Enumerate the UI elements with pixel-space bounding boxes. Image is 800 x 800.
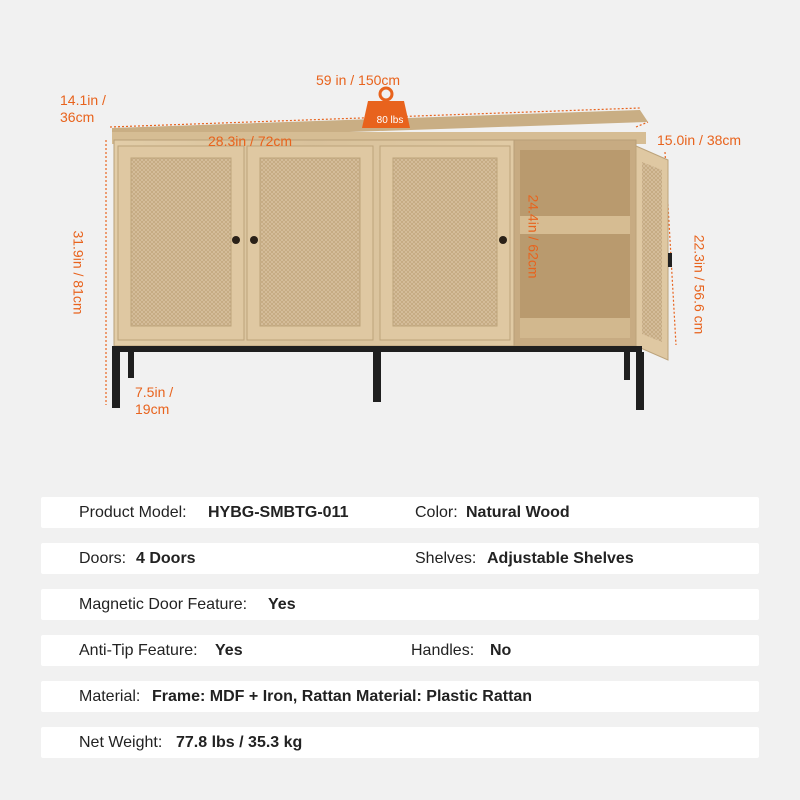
spec-row-doors [41, 543, 759, 574]
spec-value: Adjustable Shelves [487, 550, 634, 567]
spec-label: Magnetic Door Feature: [79, 596, 248, 613]
spec-row-antitip [41, 635, 759, 666]
metal-legs [112, 346, 644, 410]
spec-value: HYBG-SMBTG-011 [208, 504, 349, 521]
weight-capacity-label: 80 lbs [376, 115, 404, 126]
spec-value: 4 Doors [136, 550, 196, 567]
spec-row-magnetic [41, 589, 759, 620]
spec-value: 77.8 lbs / 35.3 kg [176, 734, 303, 751]
spec-value: Frame: MDF + Iron, Rattan Material: Plastic Rattan [152, 688, 533, 705]
inner-height-label: 24.4in / 62cm [525, 194, 542, 279]
spec-row-model [41, 497, 759, 528]
door-pair-width-label: 28.3in / 72cm [208, 133, 293, 149]
depth-left-label: 14.1in / 36cm [60, 92, 106, 125]
spec-row-weight [41, 727, 759, 758]
spec-label: Doors: [79, 550, 127, 567]
spec-value: No [490, 642, 512, 659]
leg-height-label: 7.5in / 19cm [135, 384, 174, 417]
spec-label: Handles: [411, 642, 475, 659]
spec-label: Net Weight: [79, 734, 163, 751]
spec-label: Color: [415, 504, 458, 521]
depth-right-label: 15.0in / 38cm [657, 132, 742, 148]
spec-label: Material: [79, 688, 141, 705]
door-height-label: 22.3in / 56.6 cm [691, 234, 708, 335]
spec-value: Natural Wood [466, 504, 570, 521]
spec-value: Yes [215, 642, 243, 659]
spec-row-material [41, 681, 759, 712]
cabinet-doors [118, 146, 510, 340]
spec-label: Anti-Tip Feature: [79, 642, 198, 659]
spec-label: Product Model: [79, 504, 187, 521]
width-total-label: 59 in / 150cm [316, 72, 401, 88]
spec-label: Shelves: [415, 550, 477, 567]
height-total-label: 31.9in / 81cm [70, 230, 87, 315]
spec-value: Yes [268, 596, 296, 613]
